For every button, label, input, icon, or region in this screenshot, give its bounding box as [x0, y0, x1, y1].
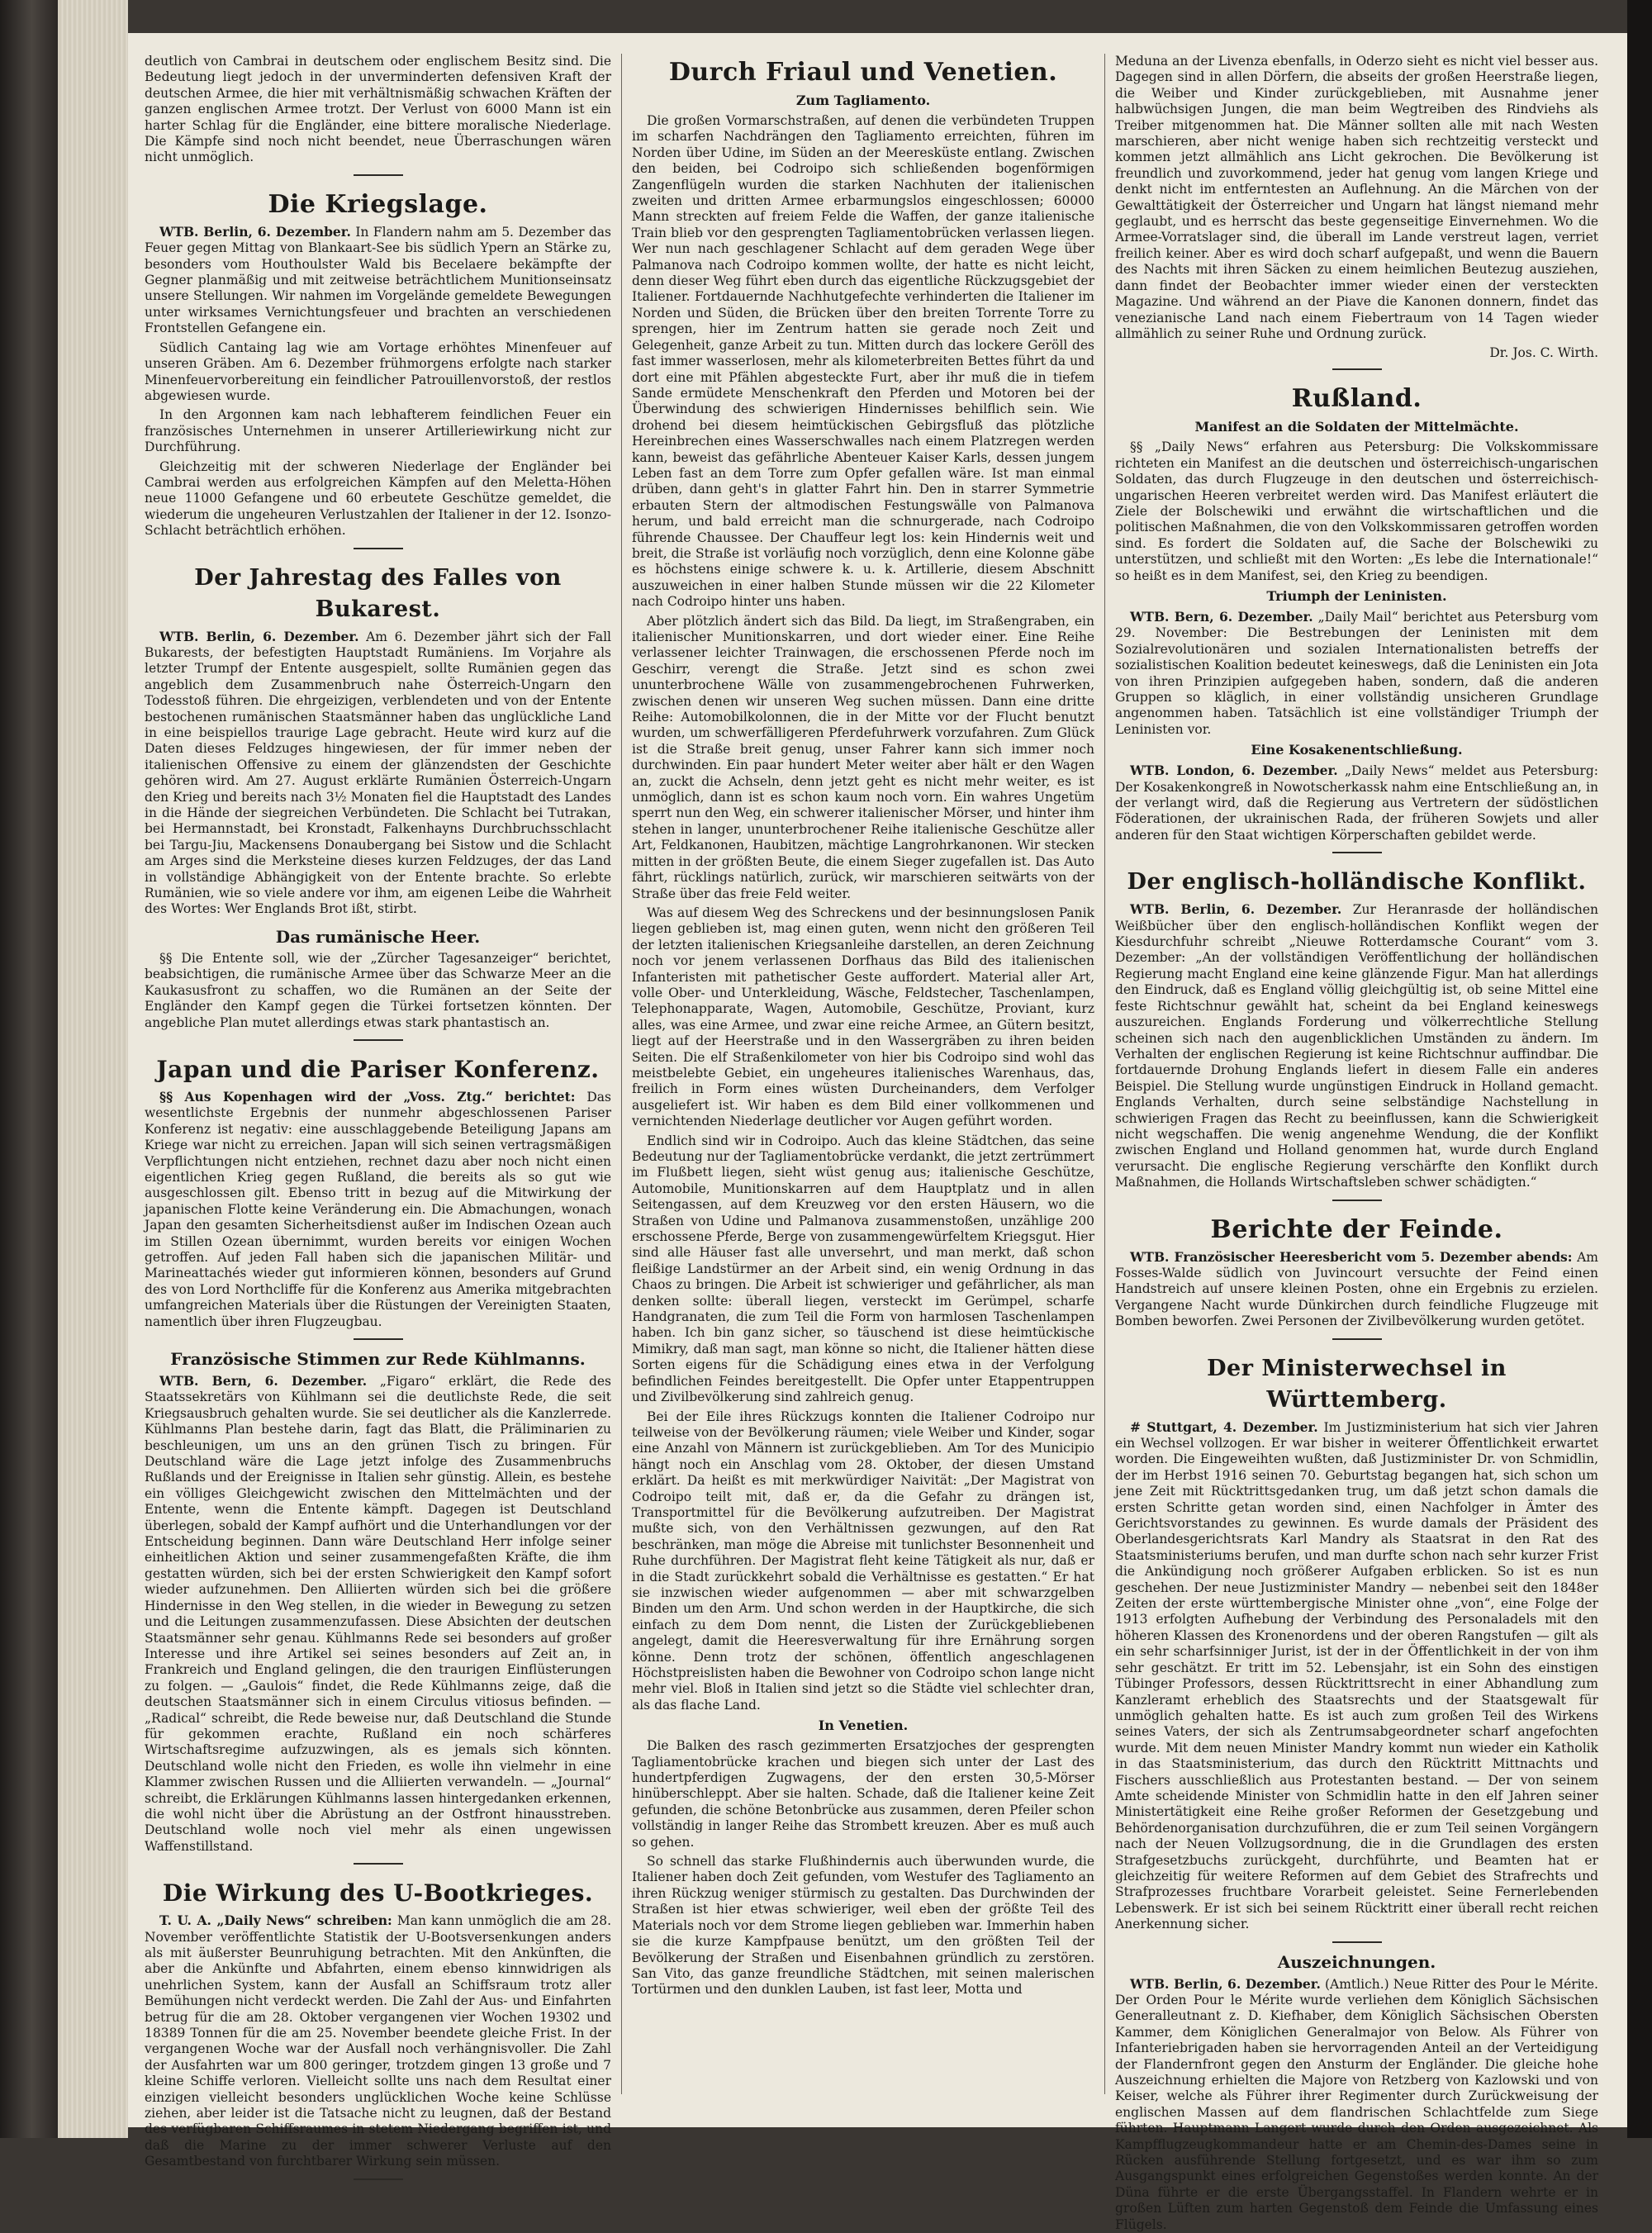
subheadline: Eine Kosakenentschließung.	[1251, 742, 1463, 758]
section-divider	[354, 1863, 403, 1865]
paragraph: „Daily Mail“ berichtet aus Petersburg vom 29. November: Die Bestrebungen der Leninisten mit dem Sozialrevolutionären und sozialen Internationalisten betreffs der sozialistischen Koalition bedeutet keineswegs, daß die Leninisten ein Jota von ihren Prinzipien aufgegeben haben, sondern, daß die anderen Gruppen so kläglich, in einer vollständig unsicheren Grundlage angenommen haben. Tatsächlich ist eine vollständiger Triumph der Leninisten vor.	[1115, 609, 1598, 737]
paragraph: Im Justizministerium hat sich vier Jahren ein Wechsel vollzogen. Er war bisher in weiterer Öffentlichkeit erwartet worden. Die Eingeweihten wußten, daß Justizminister Dr. von Schmidlin, der im Herbst 1916 seinen 70. Geburtstag begangen hat, sich schon um jene Zeit mit Rücktrittsgedanken trug, um daß jetzt schon damals die ersten Schritte getan worden sind, einen Nachfolger in Ämter des Gerichtsvorstandes zu gewinnen. Es wurde damals der Präsident des Oberlandesgerichtsrats Karl Mandry als Staatsrat in den Rat des Staatsministeriums berufen, und man durfte schon nach sehr kurzer Frist die Ankündigung noch größerer Aufgaben erblicken. So ist es nun geschehen. Der neue Justizminister Mandry — nebenbei seit den 1848er Zeiten der erste württembergische Minister ohne „von“, eine Folge der 1913 erfolgten Aufhebung der Verbindung des Personaladels mit den höheren Klassen des Kronenordens und der oberen Rangstufen — gilt als ein sehr scharfsinniger Jurist, ist der in der Öffentlichkeit in der von ihm sehr geschätzt. Er tritt im 52. Lebensjahr, ist ein Sohn des einstigen Tübinger Professors, dessen Rücktrittsrecht in einer Abhandlung zum Kanzleramt erheblich des Staatsrechts und der Staatsgewalt für unmöglich gehalten hatte. Es ist auch zum großen Teil des Wirkens seines Vaters, der sich als Zentrumsabgeordneter scharf angefochten wurde. Mit dem neuen Minister Mandry kommt nun wieder ein Katholik in das Staatsministerium, das durch den Rücktritt Mittnachts und Fischers ausschließlich aus Protestanten bestand. — Der von seinem Amte scheidende Minister von Schmidlin hatte in den elf Jahren seiner Ministertätigkeit eine Reihe großer Reformen der Gesetzgebung und Behördenorganisation durchzuführen, die er zum Teil seinen Vorgängern nach der Neuen Vollzugsordnung, die in die Grundlagen des ersten Strafgesetzbuchs zurückgeht, durchführte, und Beamten hat er gleichzeitig für weitere Reformen auf dem Gebiet des Strafrechts und Strafprozesses fruchtbare Vorarbeit geleistet. Seine Fernerlebenden Lebenswerk. Er ist sich bei seinem Rücktritt einer überall recht reichen Anerkennung sicher.	[1115, 1419, 1598, 1932]
paragraph: Am Fosses-Walde südlich von Juvincourt versuchte der Feind einen Handstreich auf unsere kleinen Posten, ohne ein Ergebnis zu erzielen. Vergangene Nacht wurde Dünkirchen durch feindliche Flugzeuge mit Bomben beworfen. Zwei Personen der Zivilbevölkerung wurden getötet.	[1115, 1249, 1598, 1329]
subheadline: Manifest an die Soldaten der Mittelmächte.	[1194, 419, 1519, 435]
paragraph: §§ Die Entente soll, wie der „Zürcher Tagesanzeiger“ berichtet, beabsichtigen, die rumänische Armee über das Schwarze Meer an die Kaukasusfront zu schaffen, wo die Rumänen an der Seite der Engländer den Kampf gegen die Türkei fortsetzen könnten. Der angebliche Plan mutet allerdings etwas stark phantastisch an.	[145, 950, 611, 1030]
headline-bukarest: Der Jahrestag des Falles von Bukarest.	[194, 564, 562, 622]
dateline: §§ Aus Kopenhagen wird der „Voss. Ztg.“ berichtet:	[159, 1088, 576, 1105]
paragraph: „Figaro“ erklärt, die Rede des Staatssekretärs von Kühlmann sei die deutlichste Rede, die seit Kriegsausbruch gehalten wurde. Sie sei deutlicher als die Kanzlerrede. Kühlmanns Plan bestehe darin, fagt das Blatt, die Präliminarien zu beschleunigen, um uns an den grünen Tisch zu bringen. Für Deutschland wäre die Lage jetzt infolge des Zusammenbruchs Rußlands und der Ereignisse in Italien sehr günstig. Allein, es bestehe ein völliges Gleichgewicht zwischen den Mittelmächten und der Entente, wenn die Entente kämpft. Dagegen ist Deutschland überlegen, sobald der Kampf aufhört und die Unterhandlungen vor der Entscheidung beginnen. Dann wäre Deutschland Herr infolge seiner einheitlichen Aktion und seiner zusammengefaßten Kräfte, die ihm gestatten würden, sich bei der ersten Schwierigkeit den Kampf sofort wieder aufzunehmen. Den Alliierten würden sich bei die größere Hindernisse in den Weg stellen, in die wieder in Bewegung zu setzen und die Leitungen zusammenzufassen. Diese Absichten der deutschen Staatsmänner sehr genau. Kühlmanns Rede sei besonders auf großer Interesse und ihre Artikel sei seines besonders auf Zeit an, in Frankreich und England gelingen, die den traurigen Einflüsterungen zu folgen. — „Gaulois“ findet, die Rede Kühlmanns zeige, daß die deutschen Staatsmänner sich in einem Circulus vitiosus befinden. — „Radical“ schreibt, die Rede beweise nur, daß Deutschland die Stunde für gekommen erachte, Rußland ein noch schärferes Wirtschaftsregime aufzuzwingen, als es jemals sich könnten. Deutschland wolle nicht den Frieden, es wolle ihn vielmehr in eine Klammer zwischen Russen und die Alliierten verwandeln. — „Journal“ schreibt, die Erklärungen Kühlmanns lassen hintergedanken erkennen, die wohl nicht über die Abrüstung an der Ostfront hinausstreben. Deutschland wolle noch viel mehr als einen ungewissen Waffenstillstand.	[145, 1374, 611, 1854]
section-divider	[1332, 1200, 1382, 1201]
paragraph: Am 6. Dezember jährt sich der Fall Bukarests, der befestigten Hauptstadt Rumäniens. Im Vorjahre als letzter Trumpf der Entente ausgespielt, sollte Rumänien gegen das angeblich dem Zusammenbruch nahe Österreich-Ungarn den Todesstoß führen. Die ehrgeizigen, verblendeten und von der Entente bestochenen rumänischen Staatsmänner haben das unglückliche Land in eine beispiellos traurige Lage gebracht. Heute wird kurz auf die Daten dieses Feldzuges hingewiesen, der für immer neben der italienischen Offensive zu einem der glänzendsten der Geschichte gehören wird. Am 27. August erklärte Rumänien Österreich-Ungarn den Krieg und bereits nach 3½ Monaten fiel die Hauptstadt des Landes in die Hände der siegreichen Verbündeten. Die Schlacht bei Tutrakan, bei Hermannstadt, bei Kronstadt, Falkenhayns Durchbruchsschlacht bei Targu-Jiu, Mackensens Donaubergang bei Sistow und die Schlacht am Arges sind die Merksteine dieses kurzen Feldzuges, der das Land in vollständige Abhängigkeit von der Entente brachte. So erlebte Rumänien, wie so viele andere vor ihm, am eigenen Leibe die Wahrheit des Wortes: Wer Englands Brot ißt, stirbt.	[145, 629, 611, 917]
paragraph: Gleichzeitig mit der schweren Niederlage der Engländer bei Cambrai werden aus erfolgreichen Kämpfen auf den Meletta-Höhen neue 11000 Gefangene und 60 erbeutete Geschütze gemeldet, die wiederum die ungeheuren Verlustzahlen der Italiener in der 12. Isonzo-Schlacht beträchtlich erhöhen.	[145, 458, 611, 539]
dateline: # Stuttgart, 4. Dezember.	[1130, 1418, 1318, 1435]
paragraph: Die großen Vormarschstraßen, auf denen die verbündeten Truppen im scharfen Nachdrängen den Tagliamento erreichten, führen im Norden über Udine, im Süden an der Meeresküste entlang. Zwischen den beiden, bei Codroipo sich schließenden bogenförmigen Zangenflügeln wurden die starken Nachhuten der italienischen zweiten und dritten Armee erbarmungslos eingeschlossen; 60000 Mann streckten auf freiem Felde die Waffen, der ganze italienische Train blieb vor den gesprengten Tagliamentobrücken verlassen liegen. Wer nun nach geschlagener Schlacht auf dem geraden Wege über Palmanova nach Codroipo kommen wollte, der hatte es nicht leicht, denn dieser Weg führt eben durch das eigentliche Rückzugsgebiet der Italiener. Fortdauernde Nachhutgefechte verhinderten die Italiener im Norden und Süden, die Brücken über den breiten Torrente Torre zu sprengen, hier im Zentrum hatten sie gerade noch Zeit und Gelegenheit, ganze Arbeit zu tun. Mitten durch das lockere Geröll des fast immer wasserlosen, mehr als kilometerbreiten Bettes führt da und dort eine mit Pfählen abgesteckte Furt, aber ihr muß die in tiefem Sande ermüdete Menschenkraft den Pferden und Motoren bei der Überwindung des schwierigen Hindernisses behilflich sein. Wie drohend bei diesem heimtückischen Gebirgsfluß das plötzliche Hereinbrechen eines Wasserschwalles nach einem Platzregen werden kann, beweist das gefährliche Abenteuer Kaiser Karls, dessen jungem Leben fast an dem Torre zum Opfer gefallen wäre. Ist man einmal drüben, dann geht's in glatter Fahrt hin. Den in starrer Symmetrie erbauten Stern der altmodischen Festungswälle von Palmanova herum, und bald erreicht man die schnurgerade, nach Codroipo führende Chaussee. Der Chauffeur legt los: kein Hindernis weit und breit, die Straße ist vorläufig noch vorzüglich, denn eine Kolonne gäbe es höchstens einige schwere k. u. k. Artillerie, diesem Abschnitt auszuweichen in einer halben Stunde müssen wir die 22 Kilometer nach Codroipo hinter uns haben.	[632, 113, 1094, 610]
paragraph: So schnell das starke Flußhindernis auch überwunden wurde, die Italiener haben doch Zeit gefunden, vom Westufer des Tagliamento an ihren Rückzug weniger stürmisch zu gestalten. Das Durchwinden der Straßen ist hier etwas schwieriger, weil eben der größte Teil des Materials noch vor dem Strome liegen geblieben war. Immerhin haben sie die kurze Kampfpause benützt, um den größten Teil der Bevölkerung der Straßen und Eisenbahnen gründlich zu zerstören. San Vito, das ganze freundliche Städtchen, mit seinen malerischen Tortürmen und den dunklen Lauben, ist fast leer, Motta und	[632, 1854, 1094, 1998]
section-divider	[354, 1039, 403, 1041]
dateline: WTB. Berlin, 6. Dezember.	[1130, 1975, 1321, 1992]
section-divider	[1332, 368, 1382, 370]
page-stack-edge	[58, 0, 128, 2138]
paragraph: Zur Heranrasde der holländischen Weißbücher über den englisch-holländischen Konflikt wegen der Kiesdurchfuhr schreibt „Nieuwe Rotterdamsche Courant“ vom 3. Dezember: „An der vollständigen Veröffentlichung der holländischen Regierung macht England eine keine glänzende Figur. Man hat allerdings den Eindruck, daß es England völlig gleichgültig ist, ob seine Mittel eine feste Richtschnur gewählt hat, scheint da bei England keineswegs auszureichen. Englands Forderung und völkerrechtliche Stellung scheinen sich nach den augenblicklichen Umständen zu ändern. Im Verhalten der englischen Regierung ist keine Richtschnur auffindbar. Die fortdauernde Drohung Englands liefert in diesem Falle ein anderes Beispiel. Die Stellung wurde ungünstigen Eindruck in Holland gemacht. Englands Verhalten, durch seine selbständige Nachstellung in schwierigen Fragen das Recht zu beeinflussen, kann die Schwierigkeit nicht wegschaffen. Die wenig angenehme Wendung, die der Konflikt zwischen England und Holland genommen hat, wurde durch England verursacht. Die englische Regierung verschärfte den Konflikt durch Maßnahmen, die Hollands Wirtschaftsleben schwer schädigten.“	[1115, 902, 1598, 1190]
author-signature: Dr. Jos. C. Wirth.	[1489, 345, 1598, 361]
headline-japan: Japan und die Pariser Konferenz.	[156, 1055, 600, 1083]
paragraph: Die Balken des rasch gezimmerten Ersatzjoches der gesprengten Tagliamentobrücke krachen und biegen sich unter der Last des hundertpferdigen Zugwagens, der den ersten 30,5-Mörser hinüberschleppt. Aber sie halten. Schade, daß die Italiener keine Zeit gefunden, die schöne Betonbrücke aus zusammen, deren Pfeiler schon vollständig in langer Reihe das Strombett kreuzen. Aber es muß auch so gehen.	[632, 1738, 1094, 1850]
headline-kuehlmann: Französische Stimmen zur Rede Kühlmanns.	[170, 1349, 586, 1369]
section-divider	[1332, 1941, 1382, 1943]
headline-auszeichnungen: Auszeichnungen.	[1277, 1951, 1436, 1972]
paragraph: In den Argonnen kam nach lebhafterem feindlichen Feuer ein französisches Unternehmen in unserer Artilleriewirkung nicht zur Durchführung.	[145, 407, 611, 455]
article-continuation: Meduna an der Livenza ebenfalls, in Oderzo sieht es nicht viel besser aus. Dagegen sind in allen Dörfern, die abseits der großen Heerstraße liegen, die Weiber und Kinder zurückgeblieben, mit Ausnahme jener halbwüchsigen Jungen, die man beim Wegtreiben des Rindviehs als Treiber mitgenommen hat. Die Männer sollten alle mit nach Westen marschieren, aber nicht wenige haben sich rechtzeitig versteckt und kommen jetzt allmählich ans Licht gekrochen. Die Bevölkerung ist freundlich und zuvorkommend, jeder hat genug vom langen Kriege und denkt nicht im entferntesten an Auflehnung. An die Märchen von der Gewalttätigkeit der Österreicher und Ungarn hat längst niemand mehr geglaubt, und es herrscht das beste gegenseitige Einvernehmen. Wo die Armee-Vorratslager sind, die überall im Lande verstreut lagen, verriet freilich keiner. Aber es wird doch scharf aufgepaßt, und wenn die Bauern des Nachts mit ihren Säcken zu einem heimlichen Beutezug ausziehen, dann findet der Beobachter immer wieder einen der versteckten Magazine. Und während an der Piave die Kanonen donnern, findet das venezianische Land nach einem Fiebertraum von 14 Tagen wieder allmählich zu seiner Ruhe und Ordnung zurück.	[1115, 54, 1598, 341]
section-divider	[1332, 852, 1382, 853]
subheadline: In Venetien.	[818, 1718, 909, 1734]
headline-kriegslage: Die Kriegslage.	[268, 189, 488, 219]
article-continuation: deutlich von Cambrai in deutschem oder englischem Besitz sind. Die Bedeutung liegt jedoch in der unverminderten defensiven Kraft der deutschen Armee, die hier mit verhältnismäßig schwachen Kräften der ganzen englischen Armee trotzt. Der Verlust von 6000 Mann ist ein harter Schlag für die Engländer, eine bittere moralische Niederlage. Die Kämpfe sind noch nicht beendet, neue Überraschungen wären nicht unmöglich.	[145, 54, 611, 165]
headline-russland: Rußland.	[1291, 384, 1422, 414]
paragraph: In Flandern nahm am 5. Dezember das Feuer gegen Mittag von Blankaart-See bis südlich Ypern an Stärke zu, besonders vom Houthoulster Wald bis Becelaere bekämpfte der Gegner planmäßig und mit zeitweise beträchtlichem Munitionseinsatz unsere Stellungen. Wir nahmen im Vorgelände gemeldete Bewegungen unter wirksames Vernichtungsfeuer und brachten an verschiedenen Frontstellen Gefangene ein.	[145, 224, 611, 336]
paragraph: Was auf diesem Weg des Schreckens und der besinnungslosen Panik liegen geblieben ist, mag einen guten, wenn nicht den größeren Teil der letzten italienischen Kriegsanleihe darstellen, an deren Zeichnung noch vor jenem verlassenen Dorfhaus das Bild des italienischen Infanteristen mit pathetischer Geste auffordert. Material aller Art, volle Ober- und Unterkleidung, Wäsche, Feldstecher, Taschenlampen, Telephonapparate, Wagen, Automobile, Geschütze, Proviant, kurz alles, was eine Armee, und zwar eine reiche Armee, an Gütern besitzt, liegt auf der Heerstraße und in den Wassergräben zu ihren beiden Seiten. Die elf Straßenkilometer von hier bis Codroipo sind wohl das meistbelebte Gebiet, ein ungeheures italienisches Warenhaus, das, freilich in Form eines wüsten Durcheinanders, dem Verfolger ausgeliefert ist. Wir haben es dem Bild einer vollkommenen und vernichtenden Niederlage deutlicher vor Augen geführt worden.	[632, 905, 1094, 1129]
dateline: WTB. Bern, 6. Dezember.	[1130, 608, 1313, 625]
dateline: WTB. Berlin, 6. Dezember.	[159, 628, 359, 644]
column-1	[145, 54, 611, 2169]
section-divider	[354, 1338, 403, 1340]
paragraph: Das wesentlichste Ergebnis der nunmehr abgeschlossenen Pariser Konferenz ist negativ: eine ausschlaggebende Beteiligung Japans am Kriege war nicht zu erreichen. Japan will sich seinen vertragsmäßigen Verpflichtungen nicht entziehen, rechnet dazu aber noch nicht einen eigentlichen Krieg gegen Rußland, die bereits als so gut wie ausgeschlossen gilt. Ebenso tritt in bezug auf die Mitwirkung der japanischen Flotte keine Veränderung ein. Die Abmachungen, wonach Japan den gesamten Sicherheitsdienst außer im Indischen Ozean auch im Stillen Ozean übernimmt, wurden bereits vor einigen Wochen getroffen. Auf jeden Fall haben sich die japanischen Militär- und Marineattachés wieder gut informieren können, besonders auf Grund des von Lord Northcliffe für die Konferenz aus Amerika mitgebrachten umfangreichen Materials über die Rüstungen der Vereinigten Staaten, namentlich über ihren Flugzeugbau.	[145, 1089, 611, 1329]
paragraph: Endlich sind wir in Codroipo. Auch das kleine Städtchen, das seine Bedeutung nur der Tagliamentobrücke verdankt, die jetzt zertrümmert im Flußbett liegen, sieht wüst genug aus; italienische Geschütze, Automobile, Munitionskarren auf dem Hauptplatz und in allen Seitengassen, auf dem Kreuzweg vor den ersten Häusern, wo die Straßen von Udine und Palmanova zusammenstoßen, unzählige 200 erschossene Pferde, Berge von zusammengewürfeltem Kriegsgut. Hier sind alle Häuser fast alle unversehrt, und man merkt, daß schon fleißige Landstürmer an der Arbeit sind, ein wenig Ordnung in das Chaos zu bringen. Die Arbeit ist schwieriger und gefährlicher, als man denken sollte: überall liegen, versteckt im Gerümpel, scharfe Handgranaten, die zum Teil die Form von harmlosen Taschenlampen haben. Ich bin ganz sicher, so täuschend ist diese heimtückische Mimikry, daß man sagt, man könne so nicht, die Italiener hätten diese Sorten eigens für die Schädigung eines etwa in der Verfolgung befindlichen Feindes bereitgestellt. Die Opfer unter Etappentruppen und Zivilbevölkerung sind zahlreich genug.	[632, 1133, 1094, 1405]
dateline: WTB. London, 6. Dezember.	[1130, 763, 1338, 779]
headline-ministerwechsel: Der Ministerwechsel in Württemberg.	[1207, 1355, 1507, 1413]
paragraph: Bei der Eile ihres Rückzugs konnten die Italiener Codroipo nur teilweise von der Bevölkerung räumen; viele Weiber und Kinder, sogar eine Anzahl von Männern ist zurückgeblieben. Am Tor des Municipio hängt noch ein Anschlag vom 28. Oktober, der diesen Umstand erklärt. Da heißt es mit merkwürdiger Naivität: „Der Magistrat von Codroipo teilt mit, daß er, da die Gefahr zu drängen ist, Transportmittel für die Bevölkerung aufzutreiben. Der Magistrat mußte sich, von den Verhältnissen gezwungen, auf den Rat beschränken, man möge die Abreise mit tunlichster Besonnenheit und Ruhe durchführen. Der Magistrat fleht keine Tätigkeit als nur, daß er in die Stadt zurückkehrt sobald die Verhältnisse es gestatten.“ Er hat sie inzwischen wieder aufgenommen — aber mit schwarzgelben Binden um den Arm. Und schon werden in der Hauptkirche, die sich einfach zu dem Dom nennt, die Listen der Zurückgebliebenen angelegt, damit die Heeresverwaltung für ihre Ernährung sorgen könne. Denn trotz der schönen, öffentlich angeschlagenen Höchstpreislisten haben die Bewohner von Codroipo schon lange nicht mehr viel. Bloß in Italien sind jetzt so die Städte viel schlechter dran, als das flache Land.	[632, 1409, 1094, 1713]
headline-friaul: Durch Friaul und Venetien.	[668, 58, 1058, 87]
paragraph: Aber plötzlich ändert sich das Bild. Da liegt, im Straßengraben, ein italienischer Munitionskarren, und dort wieder einer. Eine Reihe verlassener leichter Trainwagen, die erschossenen Pferde noch im Geschirr, verengt die Straße. Jetzt sind es schon zwei ununterbrochene Wälle von zusammengebrochenen Fuhrwerken, zwischen denen wir unseren Weg suchen müssen. Dann eine dritte Reihe: Automobilkolonnen, die in der Mitte vor der Flucht benutzt wurden, um schwerfälligeren Pferdefuhrwerk vorzufahren. Zum Glück ist die Straße breit genug, unser Fahrer kann sich immer noch durchwinden. Ein paar hundert Meter weiter aber hält er den Wagen an, zuckt die Achseln, denn jetzt geht es nicht mehr weiter, es ist unmöglich, dann ist es schon kaum noch vorn. Ein wahres Ungetüm sperrt nun den Weg, ein schwerer italienischer Mörser, und hinter ihm stehen in langer, ununterbrochener Reihe italienische Geschütze aller Art, Feldkanonen, Haubitzen, mächtige Langrohrkanonen. Wir stecken mitten in der größten Beute, die einem Sieger zugefallen ist. Das Auto fährt, rücklings natürlich, zurück, wir marschieren seitwärts von der Straße über das freie Feld weiter.	[632, 613, 1094, 901]
subheadline: Triumph der Leninisten.	[1266, 587, 1447, 604]
scan-border	[1627, 0, 1652, 2138]
column-3	[1115, 54, 1598, 2232]
column-rule	[1104, 54, 1105, 2094]
paragraph: Man kann unmöglich die am 28. November veröffentlichte Statistik der U-Bootsversenkungen anders als mit äußerster Beunruhigung betrachten. Mit den Ankünften, die aber die Ankünfte und Abfahrten, einem ebenso kinnwidrigen als unehrlichen System, kann der Ausfall an Schiffsraum trotz aller Bemühungen nicht verdeckt werden. Die Zahl der Aus- und Einfahrten betrug für die am 28. Oktober vergangenen vier Wochen 19302 und 18389 Tonnen für die am 25. November beendete gleiche Frist. In der vergangenen Woche war der Ausfall noch verhängnisvoller. Die Zahl der Ausfahrten war um 800 geringer, trotzdem gingen 13 große und 7 kleine Schiffe verloren. Vielleicht sollte uns nach dem Resultat einer einzigen vielleicht besonders unglücklichen Woche keine Schlüsse ziehen, aber leider ist die Tatsache nicht zu leugnen, daß der Bestand des verfügbaren Schiffsraumes in stetem Niedergang begriffen ist, und daß die Marine zu der immer schwerer Verluste auf den Gesamtbestand von furchtbarer Wirkung sein müssen.	[145, 1913, 611, 2169]
dateline: WTB. Berlin, 6. Dezember.	[159, 223, 351, 240]
column-rule	[621, 54, 622, 2094]
column-2	[632, 54, 1094, 2111]
section-divider	[354, 548, 403, 549]
section-divider	[354, 174, 403, 176]
paragraph: (Amtlich.) Neue Ritter des Pour le Mérite. Der Orden Pour le Mérite wurde verliehen dem Königlich Sächsischen Generalleutnant z. D. Kiefhaber, dem Königlich Sächsischen Obersten Kammer, dem Königlichen Generalmajor von Below. Als Führer von Infanteriebrigaden haben sie hervorragenden Anteil an der Verteidigung der Flandernfront gegen den Ansturm der Engländer. Die gleiche hohe Auszeichnung erhielten die Majore von Retzberg von Kazlowski und von Keiser, welche als Führer ihrer Regimenter durch Zurückweisung der englischen Massen auf dem flandrischen Schlachtfelde zum Siege führten. Hauptmann Langert wurde durch den Orden ausgezeichnet. Als Kampfflugzeugkommandeur hatte er am Chemin-des-Dames seine in Rücken ausführende Stellung fortgesetzt, und es war ihm so zum Ausgangspunkt eines erfolgreichen Gegenstoßes werden konnte. An der Düna führte er die erste Übergangsstaffel. In Flandern wehrte er in großen Lüften zum harten Gegenstoß dem Feinde die Umfassung eines Flügels.	[1115, 1976, 1598, 2232]
section-divider	[354, 2178, 403, 2180]
book-binding	[0, 0, 58, 2138]
section-divider	[1332, 1338, 1382, 1340]
subheadline: Zum Tagliamento.	[795, 93, 931, 108]
dateline: WTB. Französischer Heeresbericht vom 5. Dezember abends:	[1130, 1248, 1573, 1265]
dateline: T. U. A. „Daily News“ schreiben:	[159, 1912, 392, 1929]
headline-rumaenisches-heer: Das rumänische Heer.	[275, 926, 481, 947]
headline-feinde: Berichte der Feinde.	[1210, 1214, 1503, 1244]
dateline: WTB. Berlin, 6. Dezember.	[1130, 901, 1342, 918]
paragraph: „Daily News“ meldet aus Petersburg: Der Kosakenkongreß in Nowotscherkassk nahm eine Entschließung an, in der verlangt wird, daß die Regierung aus Vertretern der südöstlichen Föderationen, der ukrainischen Rada, der früheren Sowjets und aller anderen für den Staat wichtigen Körperschaften gebildet werde.	[1115, 763, 1598, 843]
paragraph: §§ „Daily News“ erfahren aus Petersburg: Die Volkskommissare richteten ein Manifest an die deutschen und österreichisch-ungarischen Soldaten, das durch Flugzeuge in den deutschen und österreichisch-ungarischen Heeren verbreitet werden wird. Das Manifest erläutert die Ziele der Bolschewiki und erwähnt die wirtschaftlichen und die politischen Maßnahmen, die von den Volkskommissaren getroffen worden sind. Es fordert die Soldaten auf, die Sache der Bolschewiki zu unterstützen, und schließt mit den Worten: „Es lebe die Internationale!“ so heißt es in dem Manifest, sei, den Krieg zu beendigen.	[1115, 439, 1598, 583]
newspaper-page	[128, 33, 1627, 2232]
paragraph: Südlich Cantaing lag wie am Vortage erhöhtes Minenfeuer auf unseren Gräben. Am 6. Dezember frühmorgens erfolgte nach starker Minenfeuervorbereitung ein feindlicher Patrouillenvorstoß, der restlos abgewiesen wurde.	[145, 340, 611, 403]
headline-ubootkrieg: Die Wirkung des U-Bootkrieges.	[162, 1879, 594, 1908]
dateline: WTB. Bern, 6. Dezember.	[159, 1373, 368, 1389]
headline-konflikt: Der englisch-holländische Konflikt.	[1127, 869, 1587, 896]
